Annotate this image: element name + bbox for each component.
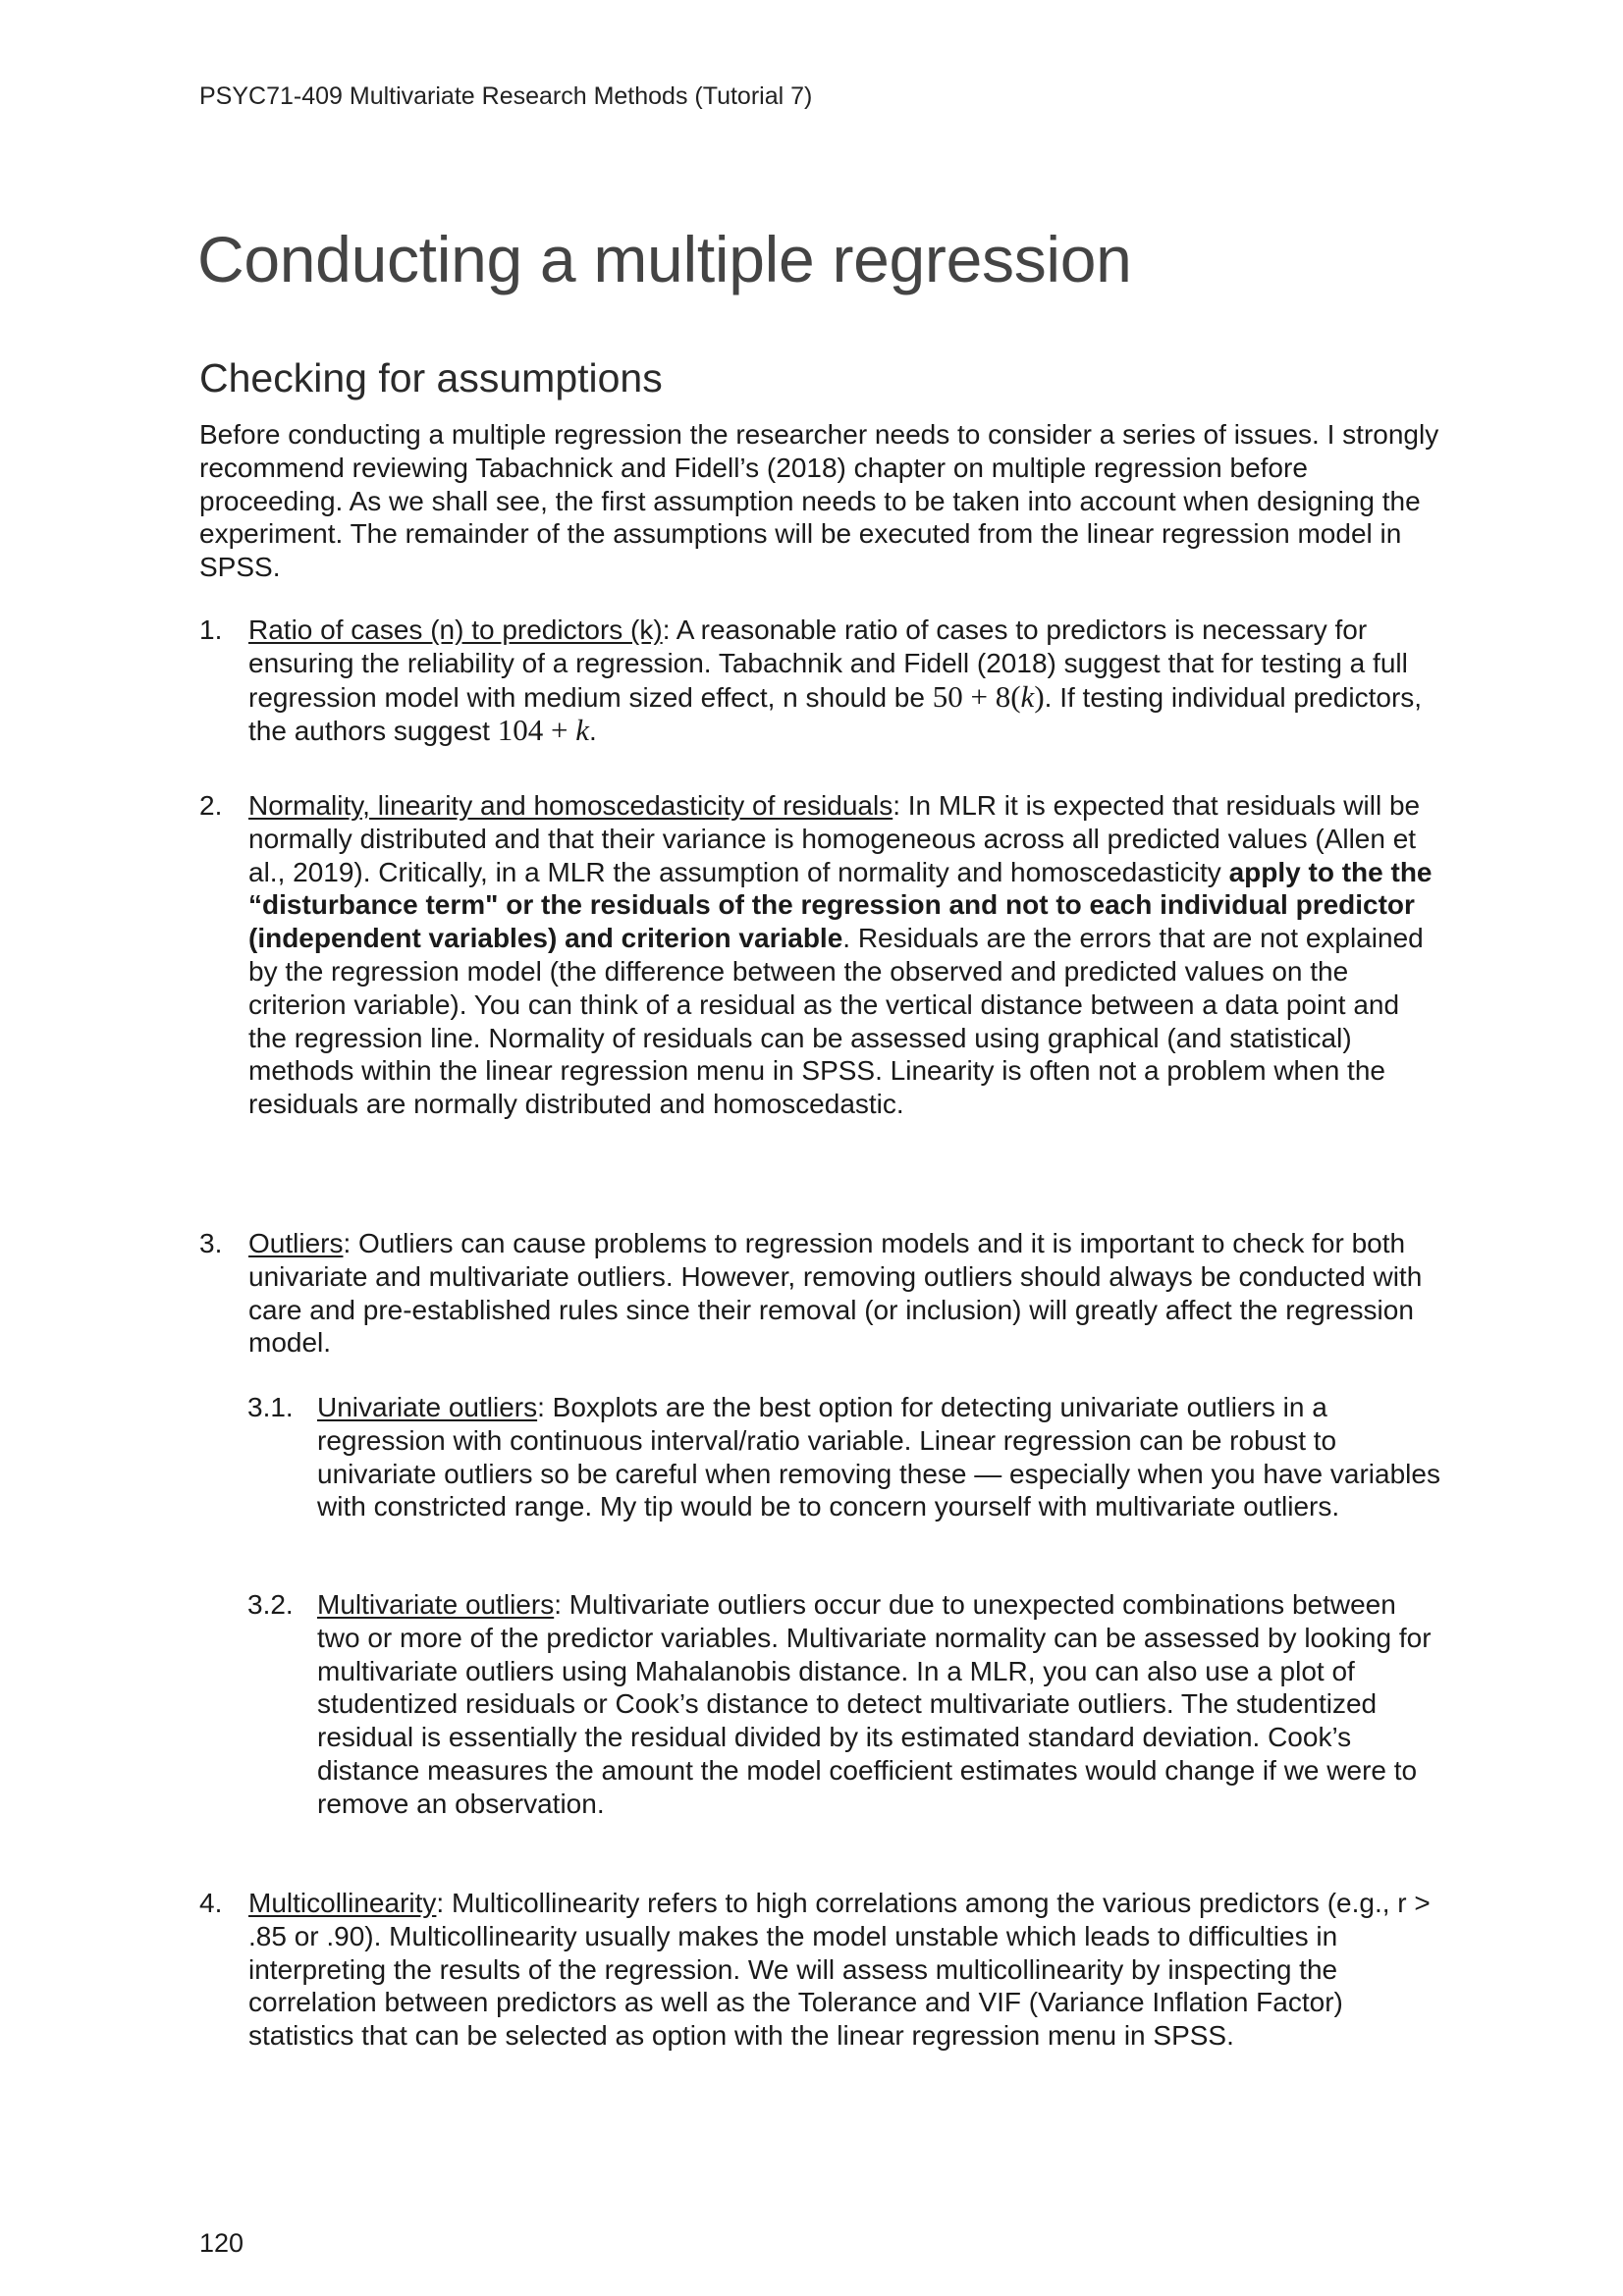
formula-individual — [498, 713, 589, 747]
item-text: : Multicollinearity refers to high correlations among the various predictors (e.g., r > .85 or .90). Multicollinearity usually makes the model unstable which leads to difficulties in interpreting the results of the regression. We will assess multicollinearity by inspecting the correlation between predictors as well as the Tolerance and VIF (Variance Inflation Factor) statistics that can be selected as option with the linear regression menu in SPSS. — [248, 1888, 1431, 2052]
section-title: Checking for assumptions — [199, 355, 663, 400]
item-text: : Multivariate outliers occur due to unexpected combinations between two or more of the predictor variables. Multivariate normality can be assessed by looking for multivariate outliers using Mahalanobis distance. In a MLR, you can also use a plot of studentized residuals or Cook’s distance to detect multivariate outliers. The studentized residual is essentially the residual divided by its estimated standard deviation. Cook’s distance measures the amount the model coefficient estimates would change if we were to remove an observation. — [317, 1589, 1432, 1819]
formula-var: k — [1020, 678, 1035, 714]
formula-part: ) — [1034, 678, 1045, 714]
item-text: : A reasonable ratio of cases to predictors is necessary for ensuring the reliability of a regression. Tabachnik and Fidell (2018) suggest that for testing a full regression model with medium sized effect, n should be — [248, 614, 1408, 713]
formula-full-model — [933, 679, 1045, 714]
item-number: 3.1. — [247, 1392, 294, 1422]
page-title: Conducting a multiple regression — [197, 223, 1132, 295]
item-text: . Residuals are the errors that are not explained by the regression model (the difference between the observed and predicted values on the criterion variable). You can think of a residual as the vertical distance between a data point and the regression line. Normality of residuals can be assessed using graphical (and statistical) methods within the linear regression menu in SPSS. Linearity is often not a problem when the residuals are normally distributed and homoscedastic. — [248, 923, 1424, 1120]
intro-paragraph: Before conducting a multiple regression the researcher needs to consider a series of issues. I strongly recommend reviewing Tabachnick and Fidell’s (2018) chapter on multiple regression before proceeding. As we shall see, the first assumption needs to be taken into account when designing the experiment. The remainder of the assumptions will be executed from the linear regression model in SPSS. — [199, 419, 1439, 583]
item-number: 2. — [199, 790, 223, 821]
item-label: Multicollinearity — [248, 1888, 437, 1918]
item-number: 3. — [199, 1228, 223, 1258]
list-item-1 — [199, 614, 1441, 748]
item-text: . — [588, 716, 597, 747]
formula-part: 50 + 8( — [932, 678, 1021, 714]
list-item-3 — [199, 1227, 1441, 1360]
formula-var: k — [575, 713, 589, 748]
item-label: Multivariate outliers — [317, 1589, 555, 1620]
item-text: . If testing individual predictors, the authors suggest — [248, 681, 1423, 747]
item-number: 3.2. — [247, 1589, 294, 1620]
item-label: Outliers — [248, 1228, 344, 1258]
item-label: Ratio of cases (n) to predictors (k) — [248, 614, 663, 645]
item-text: : Boxplots are the best option for detecting univariate outliers in a regression with continuous interval/ratio variable. Linear regression can be robust to univariate outliers so be careful when removing these — especially when you have variables with constricted range. My tip would be to concern yourself with multivariate outliers. — [317, 1392, 1440, 1522]
item-number: 1. — [199, 614, 223, 645]
list-item-3-2 — [247, 1588, 1441, 1821]
item-number: 4. — [199, 1888, 223, 1918]
page-number: 120 — [199, 2228, 244, 2258]
running-header: PSYC71-409 Multivariate Research Methods (Tutorial 7) — [199, 82, 813, 110]
item-label: Univariate outliers — [317, 1392, 538, 1422]
formula-part: 104 + — [497, 713, 576, 748]
item-text: : Outliers can cause problems to regression models and it is important to check for both univariate and multivariate outliers. However, removing outliers should always be conducted with care and pre-established rules since their removal (or inclusion) will greatly affect the regression model. — [248, 1228, 1423, 1359]
list-item-3-1 — [247, 1391, 1441, 1523]
item-emphasis: apply to the the “disturbance term" or the residuals of the regression and not to each individual predictor (independent variables) and criterion variable — [248, 856, 1433, 954]
item-label: Normality, linearity and homoscedasticity of residuals — [248, 790, 893, 821]
list-item-2 — [199, 789, 1441, 1121]
list-item-4 — [199, 1887, 1441, 2053]
item-text: : In MLR it is expected that residuals will be normally distributed and that their variance is homogeneous across all predicted values (Allen et al., 2019). Critically, in a MLR the assumption of normality and homoscedasticity — [248, 790, 1421, 887]
